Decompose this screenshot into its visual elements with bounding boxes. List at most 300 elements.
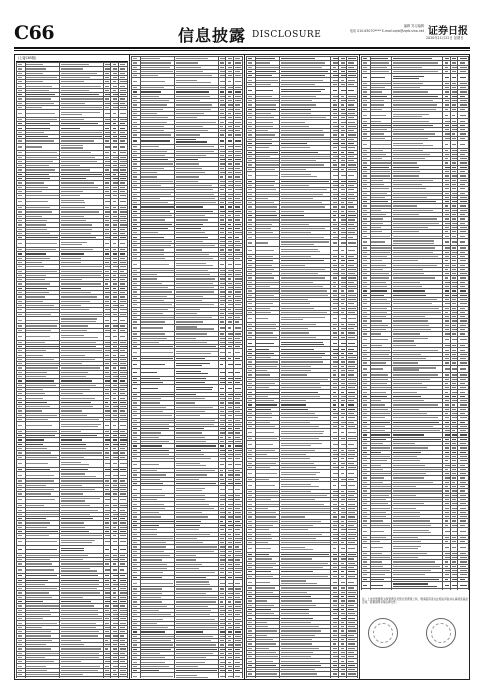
table-cell xyxy=(280,315,331,323)
fund-fee-table xyxy=(131,56,243,678)
table-cell xyxy=(103,566,111,574)
table-cell xyxy=(234,579,243,587)
table-cell xyxy=(60,422,103,430)
table-cell xyxy=(111,316,119,324)
table-cell xyxy=(132,324,141,332)
table-cell xyxy=(255,429,279,437)
table-cell xyxy=(111,198,119,206)
table-row xyxy=(247,545,358,553)
table-cell xyxy=(458,589,469,590)
table-cell xyxy=(103,240,111,248)
table-cell xyxy=(175,349,218,357)
table-cell xyxy=(119,471,128,479)
table-cell xyxy=(346,339,357,347)
table-cell xyxy=(234,349,243,357)
table-cell xyxy=(111,677,119,678)
table-cell xyxy=(346,578,357,586)
table-row xyxy=(247,470,358,478)
table-cell xyxy=(140,349,174,357)
table-cell xyxy=(370,527,391,535)
table-row xyxy=(362,140,469,148)
table-row xyxy=(17,538,128,546)
table-cell xyxy=(132,361,141,369)
table-cell xyxy=(25,546,59,554)
fund-fee-table xyxy=(246,56,358,678)
table-cell xyxy=(17,143,26,151)
table-cell xyxy=(450,544,457,552)
table-row xyxy=(17,546,128,554)
table-cell xyxy=(370,581,391,589)
table-cell xyxy=(331,429,339,437)
table-cell xyxy=(60,316,103,324)
table-cell xyxy=(218,461,226,469)
table-row xyxy=(362,581,469,589)
table-cell xyxy=(119,143,128,151)
table-cell xyxy=(339,545,347,553)
table-cell xyxy=(103,677,111,678)
table-cell xyxy=(132,385,141,393)
table-row xyxy=(17,240,128,248)
table-cell xyxy=(458,140,469,148)
table-cell xyxy=(234,361,243,369)
section-title-en: DISCLOSURE xyxy=(252,30,322,40)
company-seal xyxy=(368,618,398,648)
table-cell xyxy=(339,172,347,180)
table-cell xyxy=(25,316,59,324)
table-cell xyxy=(458,74,469,82)
table-cell xyxy=(280,545,331,553)
table-cell xyxy=(391,544,442,552)
table-cell xyxy=(175,385,218,393)
table-cell xyxy=(103,496,111,504)
table-cell xyxy=(450,74,457,82)
table-cell xyxy=(111,566,119,574)
table-cell xyxy=(103,471,111,479)
table-cell xyxy=(119,496,128,504)
table-cell xyxy=(346,429,357,437)
table-cell xyxy=(60,110,103,118)
table-cell xyxy=(226,137,234,145)
table-row xyxy=(132,324,243,332)
table-cell xyxy=(119,538,128,546)
table-cell xyxy=(234,385,243,393)
table-cell xyxy=(140,579,174,587)
table-cell xyxy=(17,471,26,479)
table-cell xyxy=(339,481,347,489)
table-row xyxy=(132,261,243,269)
table-cell xyxy=(331,676,339,678)
table-cell xyxy=(443,336,450,344)
table-cell xyxy=(443,589,450,590)
table-cell xyxy=(443,238,450,246)
table-cell xyxy=(132,368,141,376)
table-row xyxy=(247,239,358,247)
table-cell xyxy=(17,566,26,574)
table-row xyxy=(17,198,128,206)
table-cell xyxy=(346,315,357,323)
section-title-cn: 信息披露 xyxy=(178,26,247,45)
table-cell xyxy=(140,361,174,369)
table-cell xyxy=(450,527,457,535)
table-cell xyxy=(391,336,442,344)
continuation-label: (上接C65版) xyxy=(16,56,128,62)
table-cell xyxy=(226,349,234,357)
table-cell xyxy=(331,247,339,255)
table-cell xyxy=(331,87,339,95)
table-cell xyxy=(175,361,218,369)
page-number: C66 xyxy=(14,22,55,44)
table-cell xyxy=(218,385,226,393)
table-cell xyxy=(132,261,141,269)
table-cell xyxy=(339,441,347,449)
table-cell xyxy=(25,677,59,678)
seal-area xyxy=(362,614,468,672)
table-cell xyxy=(25,110,59,118)
table-cell xyxy=(391,527,442,535)
table-cell xyxy=(132,461,141,469)
table-cell xyxy=(346,676,357,678)
table-cell xyxy=(234,261,243,269)
table-cell xyxy=(255,578,279,586)
table-cell xyxy=(140,368,174,376)
table-cell xyxy=(25,471,59,479)
table-cell xyxy=(140,486,174,494)
table-cell xyxy=(247,247,256,255)
table-cell xyxy=(25,566,59,574)
table-cell xyxy=(331,481,339,489)
custodian-seal xyxy=(426,618,456,648)
table-row xyxy=(17,566,128,574)
table-cell xyxy=(111,110,119,118)
table-cell xyxy=(119,110,128,118)
table-row xyxy=(17,316,128,324)
table-cell xyxy=(119,316,128,324)
table-cell xyxy=(391,589,442,590)
table-cell xyxy=(339,239,347,247)
table-cell xyxy=(280,481,331,489)
table-cell xyxy=(103,459,111,467)
table-cell xyxy=(346,545,357,553)
table-cell xyxy=(362,527,371,535)
table-cell xyxy=(17,333,26,341)
table-cell xyxy=(255,315,279,323)
table-cell xyxy=(226,78,234,86)
table-cell xyxy=(60,333,103,341)
table-cell xyxy=(370,365,391,373)
table-cell xyxy=(119,566,128,574)
table-cell xyxy=(339,429,347,437)
table-cell xyxy=(331,441,339,449)
table-cell xyxy=(17,240,26,248)
table-row xyxy=(362,544,469,552)
table-cell xyxy=(17,110,26,118)
table-cell xyxy=(175,261,218,269)
table-cell xyxy=(362,238,371,246)
table-cell xyxy=(443,111,450,119)
table-cell xyxy=(140,137,174,145)
table-cell xyxy=(140,461,174,469)
table-cell xyxy=(111,143,119,151)
table-cell xyxy=(339,676,347,678)
fund-fee-table xyxy=(16,62,128,678)
table-cell xyxy=(346,239,357,247)
table-cell xyxy=(111,538,119,546)
table-row xyxy=(247,87,358,95)
table-cell xyxy=(218,324,226,332)
column-divider xyxy=(129,54,130,680)
table-cell xyxy=(391,140,442,148)
table-cell xyxy=(255,239,279,247)
table-row xyxy=(247,339,358,347)
table-cell xyxy=(450,140,457,148)
table-cell xyxy=(111,546,119,554)
table-cell xyxy=(60,459,103,467)
table-cell xyxy=(132,349,141,357)
table-cell xyxy=(132,137,141,145)
table-cell xyxy=(339,578,347,586)
table-cell xyxy=(255,87,279,95)
table-cell xyxy=(247,315,256,323)
table-cell xyxy=(280,578,331,586)
table-cell xyxy=(111,333,119,341)
table-cell xyxy=(331,470,339,478)
table-cell xyxy=(226,385,234,393)
table-cell xyxy=(175,137,218,145)
table-cell xyxy=(370,111,391,119)
table-cell xyxy=(255,339,279,347)
table-cell xyxy=(218,579,226,587)
table-cell xyxy=(60,566,103,574)
table-cell xyxy=(103,110,111,118)
table-cell xyxy=(362,140,371,148)
table-row xyxy=(132,137,243,145)
table-cell xyxy=(280,247,331,255)
table-row xyxy=(17,333,128,341)
table-row xyxy=(247,247,358,255)
table-cell xyxy=(218,349,226,357)
table-cell xyxy=(362,581,371,589)
table-cell xyxy=(362,589,371,590)
table-cell xyxy=(218,78,226,86)
table-cell xyxy=(17,422,26,430)
table-cell xyxy=(247,441,256,449)
table-cell xyxy=(25,143,59,151)
table-cell xyxy=(25,422,59,430)
table-cell xyxy=(17,198,26,206)
table-cell xyxy=(103,198,111,206)
table-cell xyxy=(103,538,111,546)
table-row xyxy=(132,385,243,393)
table-cell xyxy=(226,673,234,678)
table-column-4 xyxy=(361,56,469,590)
table-cell xyxy=(247,172,256,180)
table-cell xyxy=(111,471,119,479)
table-cell xyxy=(234,78,243,86)
table-row xyxy=(17,496,128,504)
fund-fee-table xyxy=(361,56,469,590)
table-cell xyxy=(247,339,256,347)
table-cell xyxy=(17,546,26,554)
table-row xyxy=(362,365,469,373)
table-cell xyxy=(119,240,128,248)
table-row xyxy=(247,315,358,323)
table-cell xyxy=(391,111,442,119)
table-cell xyxy=(234,673,243,678)
table-cell xyxy=(458,111,469,119)
table-cell xyxy=(60,471,103,479)
table-cell xyxy=(132,78,141,86)
table-cell xyxy=(247,239,256,247)
table-cell xyxy=(218,137,226,145)
table-cell xyxy=(140,261,174,269)
table-cell xyxy=(218,673,226,678)
table-cell xyxy=(25,240,59,248)
table-cell xyxy=(132,579,141,587)
table-cell xyxy=(17,316,26,324)
table-cell xyxy=(331,315,339,323)
table-cell xyxy=(103,143,111,151)
table-cell xyxy=(247,87,256,95)
table-cell xyxy=(175,78,218,86)
table-cell xyxy=(218,261,226,269)
table-cell xyxy=(60,240,103,248)
table-cell xyxy=(346,247,357,255)
table-cell xyxy=(103,422,111,430)
table-column-3 xyxy=(246,56,358,678)
table-cell xyxy=(370,544,391,552)
table-cell xyxy=(119,677,128,678)
table-cell xyxy=(370,589,391,590)
table-cell xyxy=(60,538,103,546)
table-cell xyxy=(247,676,256,678)
table-cell xyxy=(234,324,243,332)
table-cell xyxy=(119,198,128,206)
table-row xyxy=(247,172,358,180)
table-row xyxy=(132,368,243,376)
table-cell xyxy=(132,673,141,678)
table-cell xyxy=(226,261,234,269)
table-cell xyxy=(443,544,450,552)
table-cell xyxy=(280,470,331,478)
table-cell xyxy=(331,339,339,347)
table-cell xyxy=(218,486,226,494)
table-cell xyxy=(443,365,450,373)
header-rule xyxy=(14,47,470,49)
table-cell xyxy=(362,544,371,552)
table-cell xyxy=(450,365,457,373)
table-cell xyxy=(331,545,339,553)
table-cell xyxy=(25,459,59,467)
contact-line: 电话 010-63070**** E-mail:zqrb@zqrb.sina.net xyxy=(349,28,424,33)
table-cell xyxy=(111,459,119,467)
table-cell xyxy=(331,578,339,586)
table-cell xyxy=(339,339,347,347)
table-cell xyxy=(234,461,243,469)
table-cell xyxy=(132,486,141,494)
table-cell xyxy=(346,172,357,180)
table-cell xyxy=(119,459,128,467)
table-row xyxy=(247,481,358,489)
table-cell xyxy=(175,368,218,376)
table-cell xyxy=(280,87,331,95)
table-row xyxy=(17,471,128,479)
table-cell xyxy=(60,546,103,554)
table-cell xyxy=(255,441,279,449)
table-cell xyxy=(140,385,174,393)
table-cell xyxy=(226,461,234,469)
table-cell xyxy=(458,581,469,589)
table-cell xyxy=(119,333,128,341)
issue-date: 2020年11月22日 星期日 xyxy=(426,36,464,40)
table-cell xyxy=(443,527,450,535)
table-row xyxy=(362,111,469,119)
table-cell xyxy=(175,673,218,678)
table-cell xyxy=(362,336,371,344)
table-cell xyxy=(60,496,103,504)
table-cell xyxy=(331,239,339,247)
table-cell xyxy=(103,316,111,324)
table-cell xyxy=(362,74,371,82)
table-cell xyxy=(226,486,234,494)
table-cell xyxy=(280,339,331,347)
table-cell xyxy=(370,238,391,246)
table-cell xyxy=(370,336,391,344)
table-cell xyxy=(60,677,103,678)
table-cell xyxy=(247,470,256,478)
table-cell xyxy=(60,143,103,151)
table-cell xyxy=(443,140,450,148)
table-cell xyxy=(103,333,111,341)
table-column-2 xyxy=(131,56,243,678)
table-cell xyxy=(234,137,243,145)
table-cell xyxy=(346,87,357,95)
table-cell xyxy=(362,365,371,373)
table-column-1 xyxy=(16,56,128,678)
table-row xyxy=(17,677,128,678)
table-cell xyxy=(226,368,234,376)
table-row xyxy=(132,349,243,357)
table-cell xyxy=(255,545,279,553)
table-row xyxy=(362,238,469,246)
table-cell xyxy=(458,527,469,535)
table-row xyxy=(132,78,243,86)
table-cell xyxy=(119,422,128,430)
editor-line: 编辑 见习编辑 xyxy=(403,24,424,28)
table-row xyxy=(247,429,358,437)
table-cell xyxy=(226,579,234,587)
table-row xyxy=(247,441,358,449)
table-cell xyxy=(346,481,357,489)
table-cell xyxy=(280,441,331,449)
table-cell xyxy=(255,172,279,180)
table-cell xyxy=(339,315,347,323)
editor-contact xyxy=(326,24,424,33)
table-cell xyxy=(140,673,174,678)
column-divider xyxy=(244,54,245,680)
table-cell xyxy=(234,368,243,376)
table-cell xyxy=(255,470,279,478)
table-cell xyxy=(255,247,279,255)
table-cell xyxy=(391,74,442,82)
table-cell xyxy=(17,496,26,504)
table-cell xyxy=(443,581,450,589)
table-cell xyxy=(175,579,218,587)
table-cell xyxy=(175,461,218,469)
header-rule-thin xyxy=(14,50,470,51)
table-cell xyxy=(280,676,331,678)
table-cell xyxy=(17,538,26,546)
table-cell xyxy=(391,581,442,589)
